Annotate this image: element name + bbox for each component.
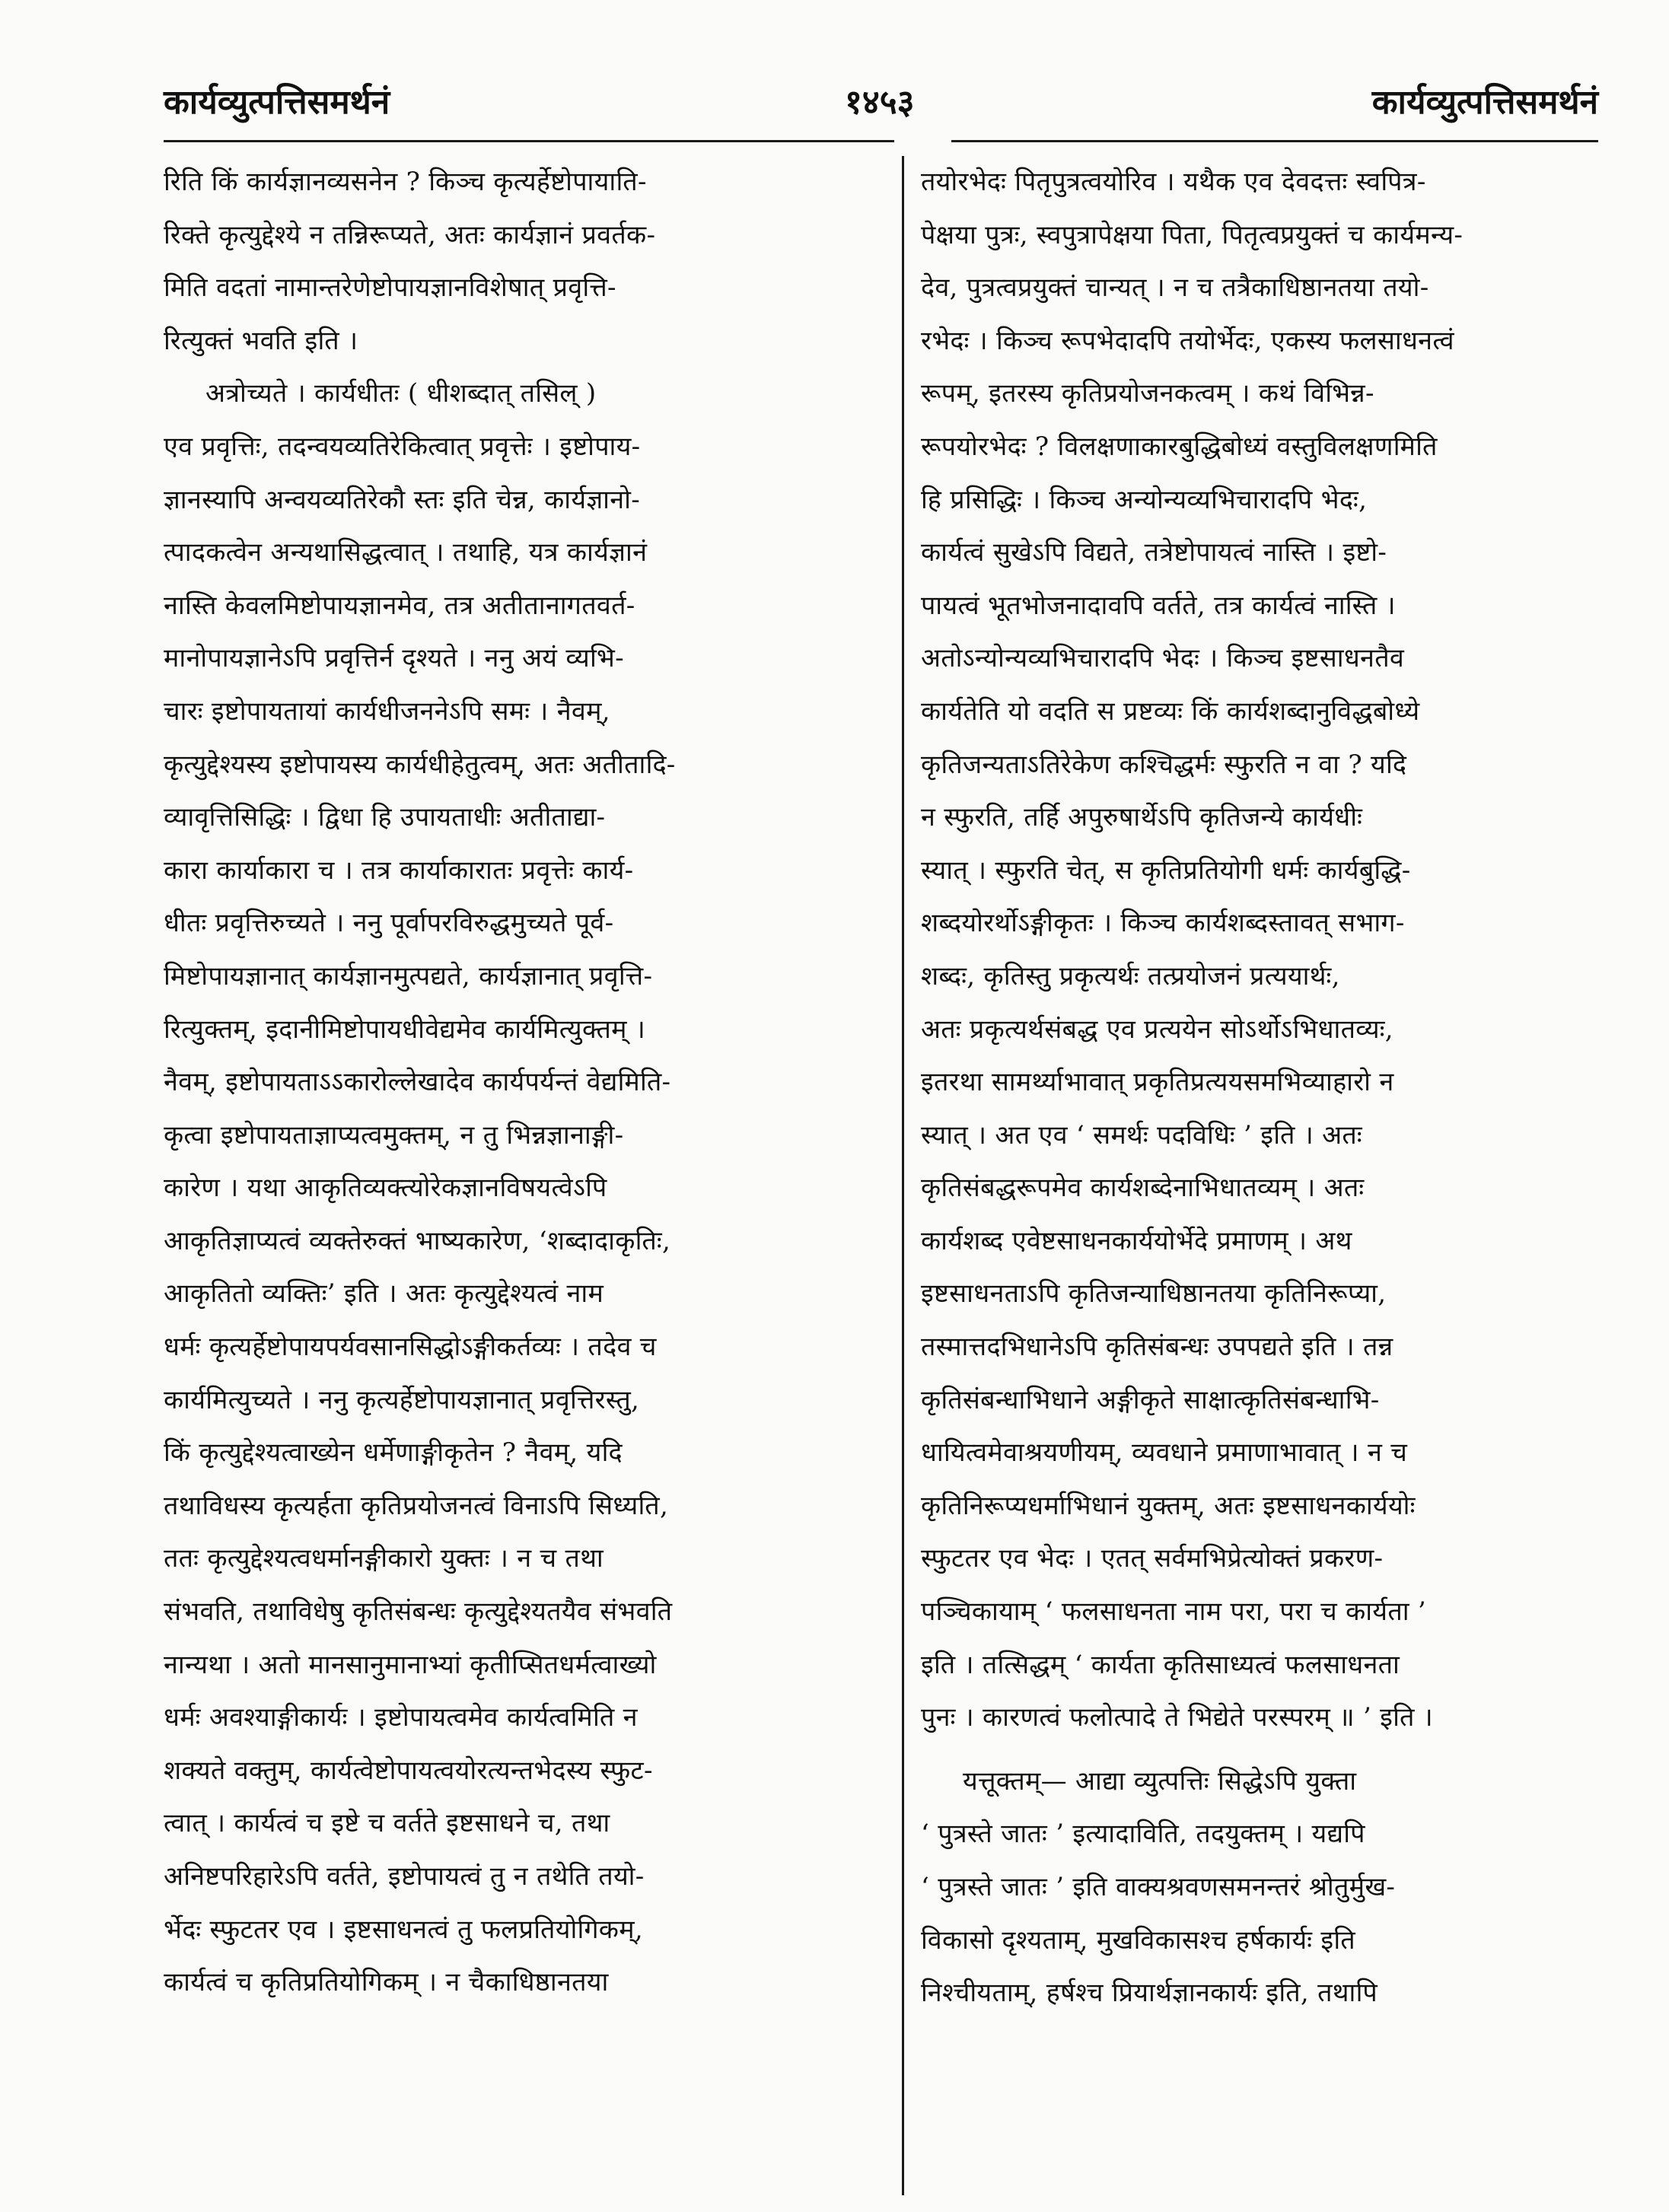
text-line: ततः कृत्युद्देश्यत्वधर्मानङ्गीकारो युक्तः । न च तथा [164,1543,604,1574]
text-line: कृतिनिरूप्यधर्माभिधानं युक्तम्, अतः इष्टसाधनकार्ययोः [921,1490,1416,1521]
text-line: व्यावृत्तिसिद्धिः । द्विधा हि उपायताधीः अतीताद्या- [164,802,606,833]
text-line: अतः प्रकृत्यर्थसंबद्ध एव प्रत्ययेन सोऽर्थोऽभिधातव्यः, [921,1014,1393,1045]
text-line: त्पादकत्वेन अन्यथासिद्धत्वात् । तथाहि, यत्र कार्यज्ञानं [164,537,648,568]
text-line: इतरथा सामर्थ्याभावात् प्रकृतिप्रत्ययसमभिव्याहारो न [921,1067,1394,1098]
text-line: स्यात् । स्फुरति चेत्, स कृतिप्रतियोगी धर्मः कार्यबुद्धि- [921,855,1411,886]
text-line: कृत्वा इष्टोपायताज्ञाप्यत्वमुक्तम्, न तु भिन्नज्ञानाङ्गी- [164,1119,624,1151]
text-line: धीतः प्रवृत्तिरुच्यते । ननु पूर्वापरविरुद्धमुच्यते पूर्व- [164,908,614,939]
text-line: तयोरभेदः पितृपुत्रत्वयोरिव । यथैक एव देवदत्तः स्वपित्र- [921,167,1426,197]
text-line: अनिष्टपरिहारेऽपि वर्तते, इष्टोपायत्वं तु न तथेति तयो- [164,1861,645,1892]
text-line: कारेण । यथा आकृतिव्यक्त्योरेकज्ञानविषयत्वेऽपि [164,1173,607,1204]
text-line: न स्फुरति, तर्हि अपुरुषार्थेऽपि कृतिजन्ये कार्यधीः [921,802,1363,833]
text-line: धर्मः कृत्यर्हेष्टोपायपर्यवसानसिद्धोऽङ्गीकर्तव्यः । तदेव च [164,1332,657,1363]
text-line: कार्यत्वं सुखेऽपि विद्यते, तत्रेष्टोपायत्वं नास्ति । इष्टो- [921,537,1387,568]
text-line: निश्चीयताम्, हर्षश्च प्रियार्थज्ञानकार्यः इति, तथापि [921,1978,1378,2009]
text-line: रूपयोरभेदः ? विलक्षणाकारबुद्धिबोध्यं वस्तुविलक्षणमिति [921,431,1438,462]
text-line: नान्यथा । अतो मानसानुमानाभ्यां कृतीप्सितधर्मत्वाख्यो [164,1649,657,1680]
text-line: त्वात् । कार्यत्वं च इष्टे च वर्तते इष्टसाधने च, तथा [164,1808,610,1839]
text-line: स्यात् । अत एव ‘ समर्थः पदविधिः ’ इति । अतः [921,1119,1362,1151]
text-line: इति । तत्सिद्धम् ‘ कार्यता कृतिसाध्यत्वं फलसाधनता [921,1649,1400,1680]
text-line: मानोपायज्ञानेऽपि प्रवृत्तिर्न दृश्यते । ननु अयं व्यभि- [164,643,624,674]
text-line: रिति किं कार्यज्ञानव्यसनेन ? किञ्च कृत्यर्हेष्टोपायाति- [164,167,647,197]
text-line: चारः इष्टोपायतायां कार्यधीजननेऽपि समः । नैवम्, [164,695,610,727]
text-line: एव प्रवृत्तिः, तदन्वयव्यतिरेकित्वात् प्रवृत्तेः । इष्टोपाय- [164,431,641,462]
text-line: रिक्ते कृत्युद्देश्ये न तन्निरूप्यते, अतः कार्यज्ञानं प्रवर्तक- [164,219,656,250]
text-line: नास्ति केवलमिष्टोपायज्ञानमेव, तत्र अतीतानागतवर्त- [164,590,635,621]
text-line: हि प्रसिद्धिः । किञ्च अन्योन्यव्यभिचारादपि भेदः, [921,484,1368,515]
text-line: स्फुटतर एव भेदः । एतत् सर्वमभिप्रेत्योक्तं प्रकरण- [921,1543,1384,1574]
text-line: धर्मः अवश्याङ्गीकार्यः । इष्टोपायत्वमेव कार्यत्वमिति न [164,1702,638,1733]
left-column [164,156,887,2195]
text-line: कार्यमित्युच्यते । ननु कृत्यर्हेष्टोपायज्ञानात् प्रवृत्तिरस्तु, [164,1384,640,1415]
running-title-right: कार्यव्युत्पत्तिसमर्थनं [1371,83,1598,122]
text-line: आकृतिज्ञाप्यत्वं व्यक्तेरुक्तं भाष्यकारेण, ‘शब्दादाकृतिः, [164,1225,671,1256]
text-line: कृतिसंबन्धाभिधाने अङ्गीकृते साक्षात्कृतिसंबन्धाभि- [921,1384,1380,1415]
running-title-left: कार्यव्युत्पत्तिसमर्थनं [164,83,390,122]
header-rule-right [951,140,1598,142]
text-line: र्भेदः स्फुटतर एव । इष्टसाधनत्वं तु फलप्रतियोगिकम्, [164,1914,643,1945]
text-line: पायत्वं भूतभोजनादावपि वर्तते, तत्र कार्यत्वं नास्ति । [921,590,1396,621]
text-line: कृतिजन्यताऽतिरेकेण कश्चिद्धर्मः स्फुरति न वा ? यदि [921,749,1407,780]
text-line: कार्यतेति यो वदति स प्रष्टव्यः किं कार्यशब्दानुविद्धबोध्ये [921,695,1420,727]
text-line: पुनः । कारणत्वं फलोत्पादे ते भिद्येते परस्परम् ॥ ’ इति । [921,1702,1433,1733]
text-line: किं कृत्युद्देश्यत्वाख्येन धर्मेणाङ्गीकृतेन ? नैवम्, यदि [164,1437,623,1469]
text-line: रित्युक्तम्, इदानीमिष्टोपायधीवेद्यमेव कार्यमित्युक्तम् । [164,1014,646,1045]
text-line: शब्दयोरर्थोऽङ्गीकृतः । किञ्च कार्यशब्दस्तावत् सभाग- [921,908,1405,939]
text-line: शक्यते वक्तुम्, कार्यत्वेष्टोपायत्वयोरत्यन्तभेदस्य स्फुट- [164,1755,653,1786]
text-line: तथाविधस्य कृत्यर्हता कृतिप्रयोजनत्वं विनाऽपि सिध्यति, [164,1490,669,1521]
text-line: मिष्टोपायज्ञानात् कार्यज्ञानमुत्पद्यते, कार्यज्ञानात् प्रवृत्ति- [164,960,653,991]
text-line: मिति वदतां नामान्तरेणेष्टोपायज्ञानविशेषात् प्रवृत्ति- [164,272,616,304]
text-line: अतोऽन्योन्यव्यभिचारादपि भेदः । किञ्च इष्टसाधनतैव [921,643,1405,674]
text-line: विकासो दृश्यताम्, मुखविकासश्च हर्षकार्यः इति [921,1924,1355,1956]
text-line: आकृतितो व्यक्तिः’ इति । अतः कृत्युद्देश्यत्वं नाम [164,1278,604,1310]
text-line: कारा कार्याकारा च । तत्र कार्याकारातः प्रवृत्तेः कार्य- [164,855,634,886]
text-line: ज्ञानस्यापि अन्वयव्यतिरेकौ स्तः इति चेन्न, कार्यज्ञानो- [164,484,641,515]
text-line: कृत्युद्देश्यस्य इष्टोपायस्य कार्यधीहेतुत्वम्, अतः अतीतादि- [164,749,676,780]
text-line: धायित्वमेवाश्रयणीयम्, व्यवधाने प्रमाणाभावात् । न च [921,1437,1408,1469]
text-line: यत्तूक्तम्— आद्या व्युत्पत्तिः सिद्धेऽपि युक्ता [963,1765,1357,1797]
text-line: ‘ पुत्रस्ते जातः ’ इत्यादाविति, तदयुक्तम् । यद्यपि [921,1819,1365,1850]
text-line: रित्युक्तं भवति इति । [164,325,358,356]
page-number: १४५३ [845,83,915,122]
column-divider [902,156,904,2195]
text-line: कार्यशब्द एवेष्टसाधनकार्ययोर्भेदे प्रमाणम् । अथ [921,1225,1352,1256]
text-line: रूपम्, इतरस्य कृतिप्रयोजनकत्वम् । कथं विभिन्न- [921,378,1374,409]
text-line: देव, पुत्रत्वप्रयुक्तं चान्यत् । न च तत्रैकाधिष्ठानतया तयो- [921,272,1429,304]
page-header [164,72,1598,137]
text-line: अत्रोच्यते । कार्यधीतः ( धीशब्दात् तसिल् ) [205,378,597,409]
text-line: रभेदः । किञ्च रूपभेदादपि तयोर्भेदः, एकस्य फलसाधनत्वं [921,325,1454,356]
text-line: पेक्षया पुत्रः, स्वपुत्रापेक्षया पिता, पितृत्वप्रयुक्तं च कार्यमन्य- [921,219,1464,250]
text-line: कृतिसंबद्धरूपमेव कार्यशब्देनाभिधातव्यम् । अतः [921,1173,1365,1204]
header-rule-left [164,140,894,142]
text-line: नैवम्, इष्टोपायताऽऽकारोल्लेखादेव कार्यपर्यन्तं वेद्यमिति- [164,1067,671,1098]
text-line: कार्यत्वं च कृतिप्रतियोगिकम् । न चैकाधिष्ठानतया [164,1967,609,1998]
right-column [921,156,1602,2195]
text-line: संभवति, तथाविधेषु कृतिसंबन्धः कृत्युद्देश्यतयैव संभवति [164,1596,673,1628]
text-line: शब्दः, कृतिस्तु प्रकृत्यर्थः तत्प्रयोजनं प्रत्ययार्थः, [921,960,1340,991]
text-line: पञ्चिकायाम् ‘ फलसाधनता नाम परा, परा च कार्यता ’ [921,1596,1427,1628]
text-line: इष्टसाधनताऽपि कृतिजन्याधिष्ठानतया कृतिनिरूप्या, [921,1278,1387,1310]
text-line: ‘ पुत्रस्ते जातः ’ इति वाक्यश्रवणसमनन्तरं श्रोतुर्मुख- [921,1872,1396,1902]
text-line: तस्मात्तदभिधानेऽपि कृतिसंबन्धः उपपद्यते इति । तन्न [921,1332,1393,1363]
